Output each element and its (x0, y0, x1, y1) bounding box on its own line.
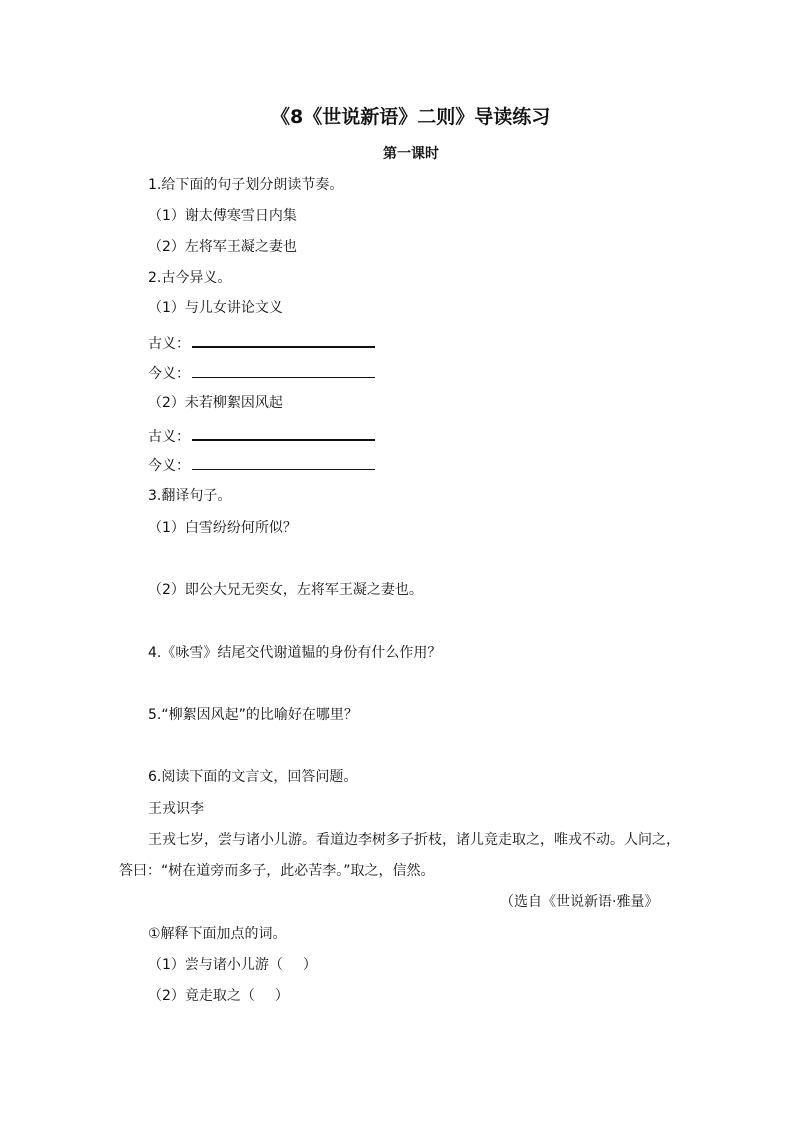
question-1-stem: 1.给下面的句子划分朗读节奏。 (148, 177, 344, 193)
modern-meaning-blank-2[interactable] (192, 455, 375, 470)
ancient-meaning-label: 古义： (148, 429, 190, 445)
question-2-item-1: （1）与儿女讲论文义 (148, 300, 283, 316)
modern-meaning-row-1 (148, 363, 375, 384)
passage-source: （选自《世说新语·雅量》 (500, 894, 659, 910)
question-1-item-1: （1）谢太傅寒雪日内集 (148, 208, 297, 224)
question-3-stem: 3.翻译句子。 (148, 488, 232, 504)
question-6-stem: 6.阅读下面的文言文，回答问题。 (148, 769, 358, 785)
question-2-stem: 2.古今异义。 (148, 270, 232, 286)
word-item-1 (148, 955, 317, 975)
modern-meaning-row-2 (148, 455, 375, 476)
page-title: 《8《世说新语》二则》导读练习 (271, 106, 551, 128)
question-3-item-2: （2）即公大兄无奕女，左将军王凝之妻也。 (148, 582, 423, 598)
question-3-item-1: （1）白雪纷纷何所似？ (148, 520, 297, 536)
word-item-1-text: （1）尝与诸小儿游（ (148, 957, 283, 973)
modern-meaning-blank-1[interactable] (192, 363, 375, 378)
passage-line-2: 答曰：“树在道旁而多子，此必苦李。”取之，信然。 (119, 863, 435, 879)
passage-title: 王戎识李 (148, 801, 204, 817)
ancient-meaning-row-1 (148, 332, 375, 354)
word-item-2-text: （2）竟走取之（ (148, 988, 255, 1004)
ancient-meaning-blank-1[interactable] (192, 332, 375, 348)
question-6-sub-1: ①解释下面加点的词。 (148, 926, 287, 942)
ancient-meaning-row-2 (148, 425, 375, 447)
ancient-meaning-label: 古义： (148, 336, 190, 352)
word-item-2 (148, 986, 289, 1006)
modern-meaning-label: 今义： (148, 458, 190, 474)
close-paren: ） (274, 988, 289, 1004)
modern-meaning-label: 今义： (148, 366, 190, 382)
question-5-stem: 5.“柳絮因风起”的比喻好在哪里？ (148, 707, 358, 723)
ancient-meaning-blank-2[interactable] (192, 425, 375, 441)
question-1-item-2: （2）左将军王凝之妻也 (148, 239, 297, 255)
question-4-stem: 4.《咏雪》结尾交代谢道韫的身份有什么作用？ (148, 645, 442, 661)
question-2-item-2: （2）未若柳絮因风起 (148, 395, 283, 411)
close-paren: ） (302, 957, 317, 973)
page-subtitle: 第一课时 (383, 146, 439, 162)
passage-line-1: 王戎七岁，尝与诸小儿游。看道边李树多子折枝，诸儿竞走取之，唯戎不动。人问之， (148, 832, 680, 848)
